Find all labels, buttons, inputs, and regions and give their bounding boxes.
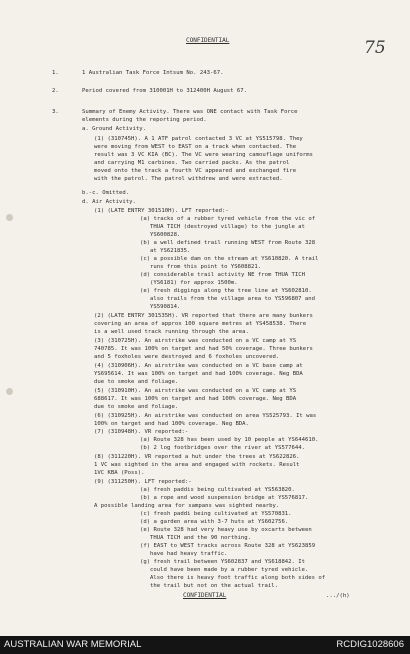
body-line: a. Ground Activity. [82, 126, 146, 132]
body-line: b.-c. Omitted. [82, 190, 130, 196]
body-line: (5) (310910H). An airstrike was conducted on a VC camp at YS [94, 388, 297, 394]
body-line: and carrying M1 carbines. Two carried packs. As the patrol [94, 160, 290, 166]
body-line: Also there is heavy foot traffic along both sides of [150, 575, 326, 581]
body-line: elements during the reporting period. [82, 117, 207, 123]
body-line: (b) 2 log footbridges over the river at YS577644. [140, 445, 306, 451]
item-2-number: 2. [52, 88, 59, 94]
body-line: could have been made by a rubber tyred vehicle. [150, 567, 309, 573]
body-line: due to smoke and foliage. [94, 404, 179, 410]
punch-hole [6, 214, 13, 221]
body-line: also trails from the village area to YS596807 and [150, 296, 316, 302]
body-line: (6) (310925H). An airstrike was conducted on area YS525793. It was [94, 413, 317, 419]
body-line: (d) a garden area with 3-7 huts at YS602756. [140, 519, 289, 525]
body-line: (e) Route 328 had very heavy use by oxcarts between [140, 527, 312, 533]
body-line: and 5 foxholes were destroyed and 6 foxholes uncovered. [94, 354, 280, 360]
item-3-text: Summary of Enemy Activity. There was ONE contact with Task Force [82, 109, 298, 115]
item-1-number: 1. [52, 70, 59, 76]
body-line: (e) fresh diggings along the tree line at YS602810. [140, 288, 312, 294]
body-line: (c) a possible dam on the stream at YS610820. A trail [140, 256, 319, 262]
body-line: d. Air Activity. [82, 199, 136, 205]
body-line: with the patrol. The patrol withdrew and were extracted. [94, 176, 283, 182]
body-line: (7) (310948H). VR reported:- [94, 429, 189, 435]
body-line: THUA TICH (destroyed village) to the jungle at [150, 224, 305, 230]
body-line: 740785. It was 100% on target and had 50% coverage. Three bunkers [94, 346, 313, 352]
footer-classification: CONFIDENTIAL [183, 592, 227, 599]
body-line: moved onto the track a fourth VC appeared and exchanged fire [94, 168, 297, 174]
body-line: A possible landing area for sampans was sighted nearby. [94, 503, 280, 509]
item-1-text: 1 Australian Task Force Intsum No. 243-67. [82, 70, 224, 76]
body-line: (a) Route 328 has been used by 10 people at YS644610. [140, 437, 319, 443]
continued-marker: .../(h) [326, 593, 350, 599]
body-line: 100% on target and had 100% coverage. Neg BDA. [94, 421, 249, 427]
body-line: the trail but not on the actual trail. [150, 583, 278, 589]
body-line: (YS6181) for approx 1500m. [150, 280, 238, 286]
body-line: 1 VC was sighted in the area and engaged with rockets. Result [94, 462, 300, 468]
archive-reference: RCDIG1028606 [336, 639, 404, 650]
body-line: (a) tracks of a rubber tyred vehicle from the vic of [140, 216, 316, 222]
body-line: covering an area of approx 100 square metres at YS458538. There [94, 321, 307, 327]
body-line: have had heavy traffic. [150, 551, 228, 557]
item-2-text: Period covered from 310001H to 312400H August 67. [82, 88, 248, 94]
archive-name: AUSTRALIAN WAR MEMORIAL [4, 639, 142, 650]
body-line: (d) considerable trail activity NE from THUA TICH [140, 272, 306, 278]
body-line: 688617. It was 100% on target and had 100% coverage. Neg BDA [94, 396, 297, 402]
item-3-number: 3. [52, 109, 59, 115]
body-line: YS590814. [150, 304, 181, 310]
body-line: (f) EAST to WEST tracks across Route 328 at YS623859 [140, 543, 316, 549]
body-line: is a well used track running through the area. [94, 329, 249, 335]
body-line: (1) (310745H). A 1 ATF patrol contacted 3 VC at YS515798. They [94, 136, 303, 142]
body-line: (c) fresh paddi being cultivated at YS570831. [140, 511, 292, 517]
header-classification: CONFIDENTIAL [186, 37, 230, 44]
body-line: THUA TICH and the 90 northing. [150, 535, 252, 541]
punch-hole [6, 388, 13, 395]
body-line: (2) (LATE ENTRY 301535H). VR reported that there are many bunkers [94, 313, 313, 319]
body-line: YS600828. [150, 232, 181, 238]
body-line: (g) fresh trail between YS602837 and YS618842. It [140, 559, 306, 565]
body-line: (8) (311220H). VR reported a hut under the trees at YS622826. [94, 454, 300, 460]
body-line: (b) a rope and wood suspension bridge at YS576817. [140, 495, 309, 501]
body-line: (1) (LATE ENTRY 301510H). LFT reported:- [94, 208, 229, 214]
body-line: (9) (311250H). LFT reported:- [94, 479, 192, 485]
body-line: result was 3 VC KIA (BC). The VC were wearing camouflage uniforms [94, 152, 313, 158]
body-line: 1VC KBA (Poss). [94, 470, 145, 476]
body-line: were moving from WEST to EAST on a track when contacted. The [94, 144, 297, 150]
body-line: runs from this point to YS608821. [150, 264, 262, 270]
body-line: at YS621835. [150, 248, 191, 254]
body-line: due to smoke and foliage. [94, 379, 179, 385]
archive-footer-bar [0, 636, 410, 654]
body-line: YS695614. It was 100% on target and had 100% coverage. Neg BDA [94, 371, 303, 377]
body-line: (a) fresh paddis being cultivated at YS563820. [140, 487, 295, 493]
body-line: (4) (310906H). An airstrike was conducted on a VC base camp at [94, 363, 303, 369]
body-line: (b) a well defined trail running WEST from Route 328 [140, 240, 316, 246]
handwritten-page-number: 75 [364, 38, 386, 58]
body-line: (3) (310725H). An airstrike was conducted on a VC camp at YS [94, 338, 297, 344]
